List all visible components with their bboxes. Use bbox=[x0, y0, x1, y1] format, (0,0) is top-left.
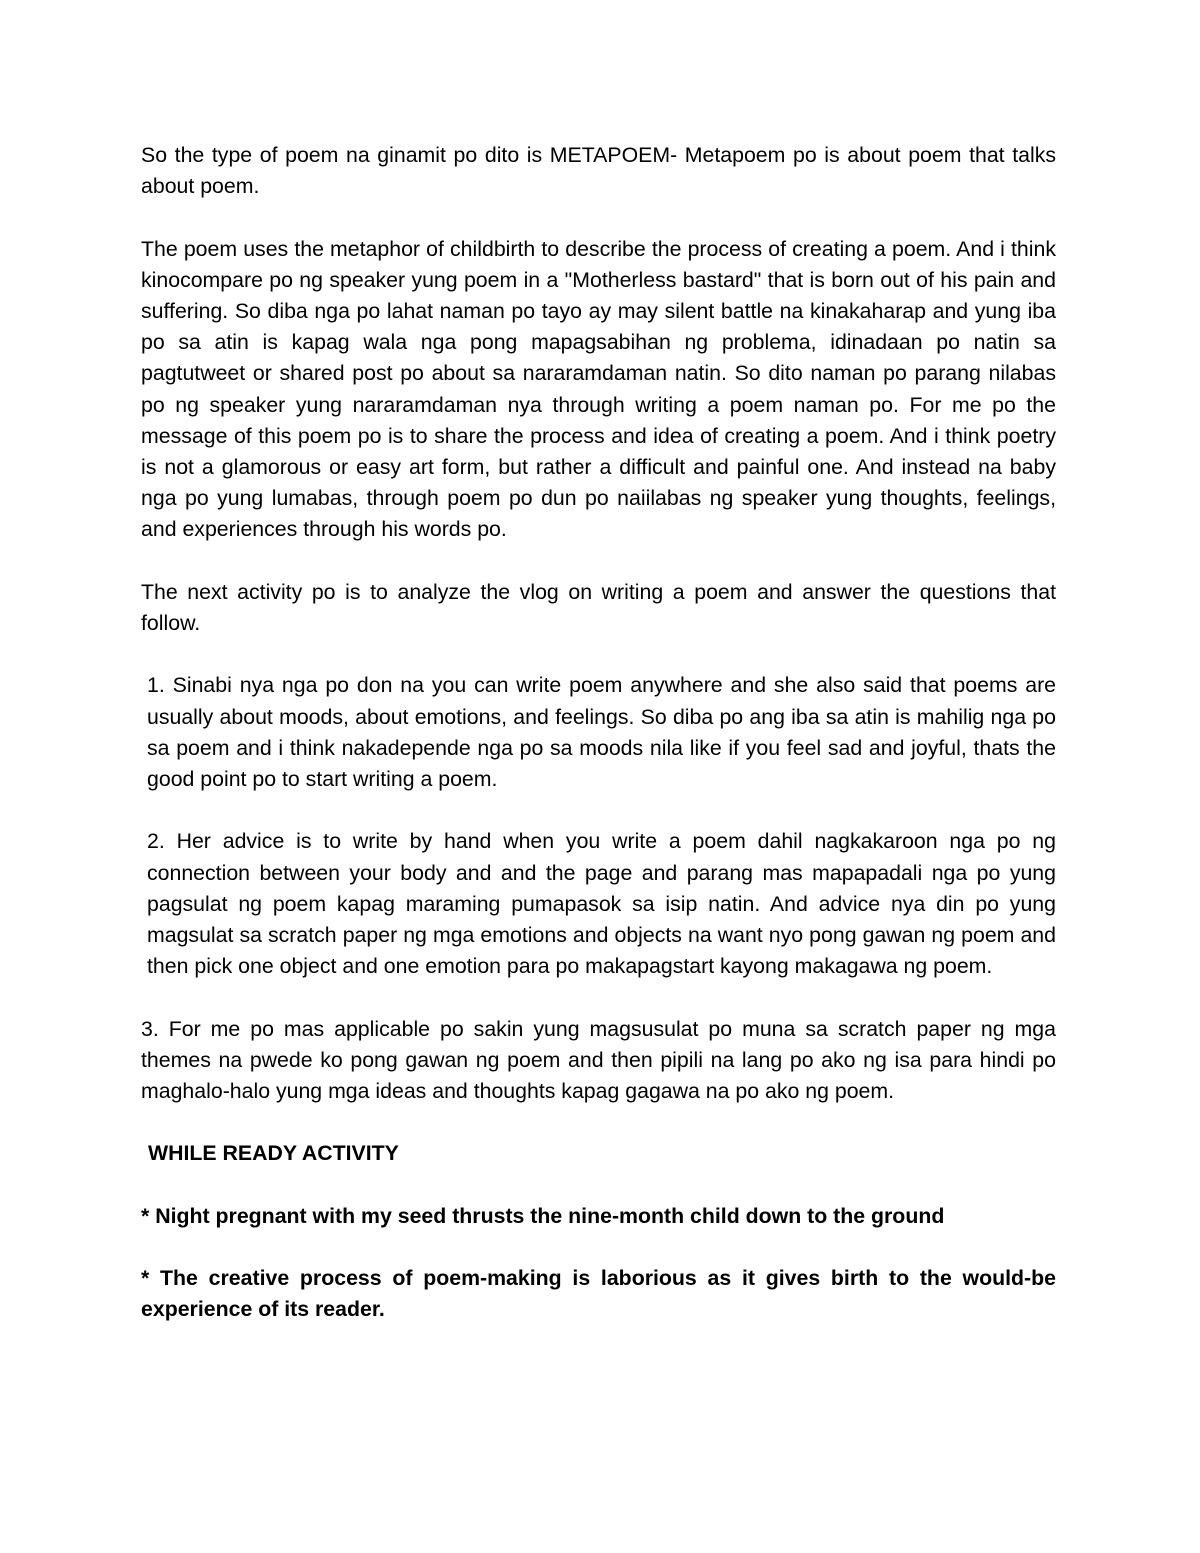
answer-1: 1. Sinabi nya nga po don na you can write poem anywhere and she also said that poems are usually about moods, about emotions, and feelings. So diba po ang iba sa atin is mahilig nga po sa poem and i think nakadepende nga po sa moods nila like if you feel sad and joyful, thats the good point po to start writing a poem. bbox=[147, 673, 1056, 792]
answer-2: 2. Her advice is to write by hand when you write a poem dahil nagkakaroon nga po ng connection between your body and and the page and parang mas mapapadali nga po yung pagsulat ng poem kapag maraming pumapasok sa isip natin. And advice nya din po yung magsulat sa scratch paper ng mga emotions and objects na want nyo pong gawan ng poem and then pick one object and one emotion para po makapagstart kayong makagawa ng poem. bbox=[147, 829, 1056, 979]
document-page bbox=[141, 140, 1056, 1357]
paragraph-next-activity: The next activity po is to analyze the vlog on writing a poem and answer the questions that follow. bbox=[141, 579, 1056, 636]
activity-line-2: * The creative process of poem-making is laborious as it gives birth to the would-be experience of its reader. bbox=[141, 1266, 1056, 1322]
paragraph-metapoem: So the type of poem na ginamit po dito is METAPOEM- Metapoem po is about poem that talks about poem. bbox=[141, 143, 1056, 199]
activity-heading: WHILE READY ACTIVITY bbox=[148, 1141, 399, 1166]
answer-3: 3. For me po mas applicable po sakin yung magsusulat po muna sa scratch paper ng mga themes na pwede ko pong gawan ng poem and then pipili na lang po ako ng isa para hindi po maghalo-halo yung mga ideas and thoughts kapag gagawa na po ako ng poem. bbox=[141, 1016, 1056, 1104]
activity-line-1: * Night pregnant with my seed thrusts the nine-month child down to the ground bbox=[141, 1203, 945, 1228]
paragraph-childbirth-metaphor: The poem uses the metaphor of childbirth to describe the process of creating a poem. And i think kinocompare po ng speaker yung poem in a "Motherless bastard" that is born out of his pain and suffering. So diba nga po lahat naman po tayo ay may silent battle na kinakaharap and yung iba po sa atin is kapag wala nga pong mapagsabihan ng problema, idinadaan po natin sa pagtutweet or shared post po about sa nararamdaman natin. So dito naman po parang nilabas po ng speaker yung nararamdaman nya through writing a poem naman po. For me po the message of this poem po is to share the process and idea of creating a poem. And i think poetry is not a glamorous or easy art form, but rather a difficult and painful one. And instead na baby nga po yung lumabas, through poem po dun po naiilabas ng speaker yung thoughts, feelings, and experiences through his words po. bbox=[141, 236, 1056, 542]
